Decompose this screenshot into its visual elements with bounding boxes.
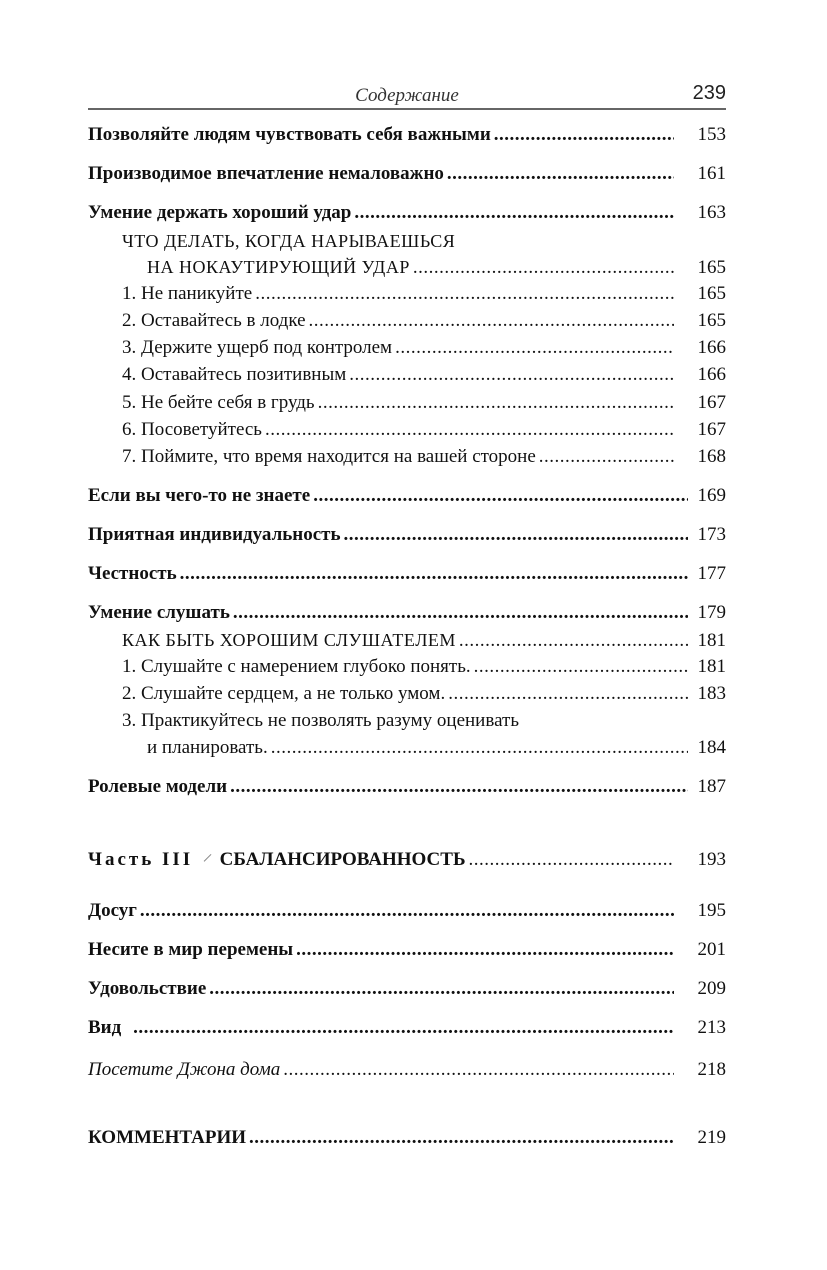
toc-entry[interactable]	[147, 254, 726, 280]
toc-entry-page: 173	[697, 524, 726, 545]
toc-entry-title: 6. Посоветуйтесь	[122, 419, 262, 440]
dot-leader	[271, 735, 688, 761]
dot-leader	[233, 600, 688, 626]
dot-leader	[230, 774, 688, 800]
dot-leader	[459, 628, 688, 654]
toc-entry-page: 153	[697, 124, 726, 145]
toc-entry-page: 167	[697, 419, 726, 440]
dot-leader	[318, 390, 674, 416]
toc-entry[interactable]	[122, 444, 726, 470]
dot-leader	[209, 976, 674, 1002]
dot-leader	[133, 1015, 674, 1041]
toc-entry-page: 183	[697, 683, 726, 704]
toc-entry-title: 5. Не бейте себя в грудь	[122, 392, 315, 413]
running-header	[88, 82, 726, 110]
dot-leader	[296, 937, 674, 963]
toc-entry-title: Если вы чего-то не знаете	[88, 485, 311, 506]
toc-entry[interactable]	[122, 335, 726, 361]
toc-entry-title: Ролевые модели	[88, 776, 228, 797]
toc-part-entry[interactable]	[88, 847, 726, 873]
header-page-number: 239	[692, 82, 726, 104]
toc-entry[interactable]	[122, 417, 726, 443]
dot-leader	[494, 122, 674, 148]
dot-leader	[539, 444, 674, 470]
toc-entry-page: 166	[697, 337, 726, 358]
toc-entry-page: 181	[697, 656, 726, 677]
part-title: СБАЛАНСИРОВАННОСТЬ	[219, 849, 466, 870]
toc-entry-title: Позволяйте людям чувствовать себя важными	[88, 124, 491, 145]
toc-entry[interactable]	[88, 774, 726, 800]
toc-entry-page: 213	[697, 1017, 726, 1038]
toc-entry-title: и планировать.	[147, 737, 268, 758]
dot-leader	[180, 561, 688, 587]
toc-entry[interactable]	[122, 390, 726, 416]
dot-leader	[265, 417, 674, 443]
toc-entry-page: 187	[697, 776, 726, 797]
toc-entry-page: 218	[697, 1059, 726, 1080]
toc-entry-page: 165	[697, 283, 726, 304]
toc-entry-title: 3. Держите ущерб под контролем	[122, 337, 393, 358]
toc-entry[interactable]	[88, 898, 726, 924]
toc-entry[interactable]	[88, 122, 726, 148]
dot-leader	[249, 1125, 674, 1151]
toc-entry[interactable]	[88, 1057, 726, 1083]
dot-leader	[469, 847, 674, 873]
dot-leader	[309, 308, 674, 334]
toc-entry[interactable]	[122, 362, 726, 388]
toc-entry-title: НА НОКАУТИРУЮЩИЙ УДАР	[147, 257, 410, 277]
dot-leader	[313, 483, 688, 509]
toc-entry-title: Удовольствие	[88, 978, 207, 999]
toc-entry-title: 4. Оставайтесь позитивным	[122, 364, 347, 385]
toc-entry-title: Умение слушать	[88, 602, 230, 623]
dot-leader	[140, 898, 674, 924]
toc-entry-title-continued: 3. Практикуйтесь не позволять разуму оценивать	[122, 710, 519, 731]
toc-entry-page: 193	[697, 849, 726, 870]
dot-leader	[283, 1057, 674, 1083]
dot-leader	[413, 255, 674, 281]
toc-entry-page: 165	[697, 310, 726, 331]
dot-leader	[447, 161, 674, 187]
toc-subsection-heading: ЧТО ДЕЛАТЬ, КОГДА НАРЫВАЕШЬСЯ	[122, 231, 456, 251]
toc-entry-page: 166	[697, 364, 726, 385]
toc-entry[interactable]	[88, 976, 726, 1002]
toc-entry[interactable]	[88, 937, 726, 963]
toc-entry-page: 179	[697, 602, 726, 623]
toc-entry-title: 1. Не паникуйте	[122, 283, 253, 304]
toc-entry-page: 163	[697, 202, 726, 223]
dot-leader	[349, 362, 674, 388]
toc-entry-title: Досуг	[88, 900, 137, 921]
toc-entry-page: 219	[697, 1127, 726, 1148]
toc-entry[interactable]	[88, 161, 726, 187]
toc-entry[interactable]	[88, 1125, 726, 1151]
toc-entry-title: 2. Слушайте сердцем, а не только умом.	[122, 683, 446, 704]
part-label: Часть III	[88, 849, 194, 870]
toc-entry-page: 161	[697, 163, 726, 184]
toc-entry-title: 7. Поймите, что время находится на вашей стороне	[122, 446, 536, 467]
toc-entry-title: 2. Оставайтесь в лодке	[122, 310, 306, 331]
toc-entry-title: Вид	[88, 1017, 122, 1038]
toc-entry-title: КАК БЫТЬ ХОРОШИМ СЛУШАТЕЛЕМ	[122, 630, 456, 650]
toc-entry[interactable]	[122, 654, 726, 680]
toc-entry-title: Несите в мир перемены	[88, 939, 294, 960]
toc-entry[interactable]	[122, 308, 726, 334]
toc-entry[interactable]	[88, 561, 726, 587]
toc-entry[interactable]	[88, 200, 726, 226]
toc-entry-page: 195	[697, 900, 726, 921]
toc-entry-page: 181	[697, 630, 726, 651]
toc-entry[interactable]	[88, 522, 726, 548]
toc-entry-page: 177	[697, 563, 726, 584]
toc-entry[interactable]	[88, 1015, 726, 1041]
toc-entry-title: Производимое впечатление немаловажно	[88, 163, 444, 184]
toc-entry[interactable]	[88, 600, 726, 626]
header-title: Содержание	[355, 85, 459, 106]
diamond-icon	[204, 854, 212, 862]
dot-leader	[255, 281, 674, 307]
dot-leader	[344, 522, 688, 548]
toc-entry-page: 201	[697, 939, 726, 960]
toc-entry[interactable]	[147, 735, 726, 761]
toc-entry-page: 168	[697, 446, 726, 467]
toc-entry-page: 165	[697, 257, 726, 278]
toc-entry[interactable]	[122, 681, 726, 707]
toc-entry-page: 167	[697, 392, 726, 413]
toc-entry-page: 209	[697, 978, 726, 999]
dot-leader	[395, 335, 674, 361]
toc-entry[interactable]	[88, 483, 726, 509]
toc-entry-title: Честность	[88, 563, 177, 584]
toc-entry-title: 1. Слушайте с намерением глубоко понять.	[122, 656, 471, 677]
dot-leader	[474, 654, 688, 680]
toc-entry-page: 184	[697, 737, 726, 758]
toc-entry-title: Приятная индивидуальность	[88, 524, 341, 545]
dot-leader	[448, 681, 688, 707]
toc-entry[interactable]	[122, 281, 726, 307]
toc-entry[interactable]	[122, 627, 726, 653]
dot-leader	[354, 200, 674, 226]
toc-entry-title: Посетите Джона дома	[88, 1059, 281, 1080]
toc-entry-page: 169	[697, 485, 726, 506]
toc-entry-title: КОММЕНТАРИИ	[88, 1127, 247, 1148]
toc-entry-title: Умение держать хороший удар	[88, 202, 352, 223]
